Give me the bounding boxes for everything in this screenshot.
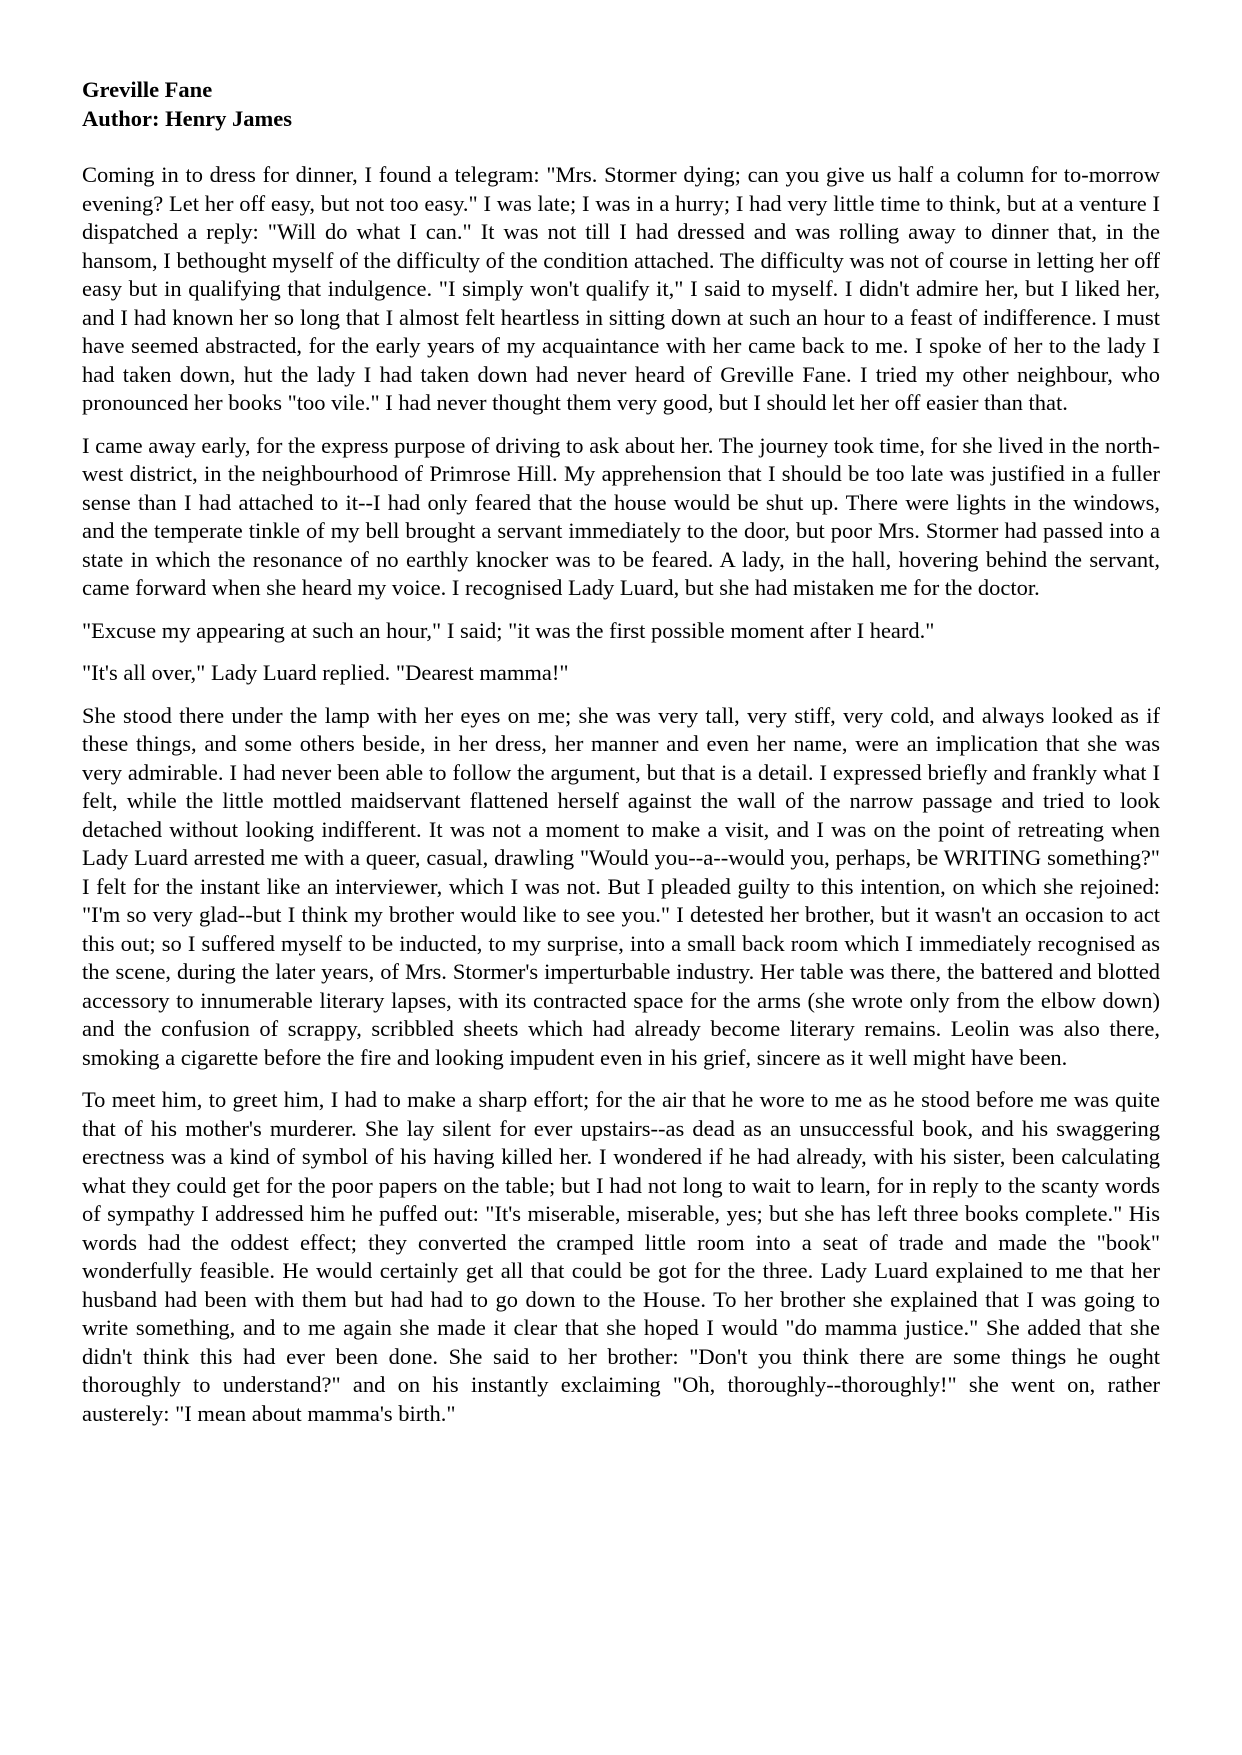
document-header: [82, 76, 1160, 133]
document-page: [82, 76, 1160, 1442]
paragraph-1: Coming in to dress for dinner, I found a telegram: "Mrs. Stormer dying; can you give us half a column for to-morrow evening? Let her off easy, but not too easy." I was late; I was in a hurry; I had very little time to think, but at a venture I dispatched a reply: "Will do what I can." It was not till I had dressed and was rolling away to dinner that, in the hansom, I bethought myself of the difficulty of the condition attached. The difficulty was not of course in letting her off easy but in qualifying that indulgence. "I simply won't qualify it," I said to myself. I didn't admire her, but I liked her, and I had known her so long that I almost felt heartless in sitting down at such an hour to a feast of indifference. I must have seemed abstracted, for the early years of my acquaintance with her came back to me. I spoke of her to the lady I had taken down, hut the lady I had taken down had never heard of Greville Fane. I tried my other neighbour, who pronounced her books "too vile." I had never thought them very good, but I should let her off easier than that.: [82, 162, 1160, 415]
paragraph-6: To meet him, to greet him, I had to make a sharp effort; for the air that he wore to me as he stood before me was quite that of his mother's murderer. She lay silent for ever upstairs--as dead as an unsuccessful book, and his swaggering erectness was a kind of symbol of his having killed her. I wondered if he had already, with his sister, been calculating what they could get for the poor papers on the table; but I had not long to wait to learn, for in reply to the scanty words of sympathy I addressed him he puffed out: "It's miserable, miserable, yes; but she has left three books complete." His words had the oddest effect; they converted the cramped little room into a seat of trade and made the "book" wonderfully feasible. He would certainly get all that could be got for the three. Lady Luard explained to me that her husband had been with them but had had to go down to the House. To her brother she explained that I was going to write something, and to me again she made it clear that she hoped I would "do mamma justice." She added that she didn't think this had ever been done. She said to her brother: "Don't you think there are some things he ought thoroughly to understand?" and on his instantly exclaiming "Oh, thoroughly--thoroughly!" she went on, rather austerely: "I mean about mamma's birth.": [82, 1087, 1160, 1426]
paragraph-2: I came away early, for the express purpose of driving to ask about her. The journey took time, for she lived in the north-west district, in the neighbourhood of Primrose Hill. My apprehension that I should be too late was justified in a fuller sense than I had attached to it--I had only feared that the house would be shut up. There were lights in the windows, and the temperate tinkle of my bell brought a servant immediately to the door, but poor Mrs. Stormer had passed into a state in which the resonance of no earthly knocker was to be feared. A lady, in the hall, hovering behind the servant, came forward when she heard my voice. I recognised Lady Luard, but she had mistaken me for the doctor.: [82, 432, 1160, 600]
document-title: Greville Fane: [82, 77, 213, 102]
paragraph-4: "It's all over," Lady Luard replied. "Dearest mamma!": [82, 660, 569, 685]
document-author: Author: Henry James: [82, 105, 292, 131]
paragraph-3: "Excuse my appearing at such an hour," I said; "it was the first possible moment after I heard.": [82, 617, 935, 643]
paragraph-5: She stood there under the lamp with her eyes on me; she was very tall, very stiff, very cold, and always looked as if these things, and some others beside, in her dress, her manner and even her name, were an implication that she was very admirable. I had never been able to follow the argument, but that is a detail. I expressed briefly and frankly what I felt, while the little mottled maidservant flattened herself against the wall of the narrow passage and tried to look detached without looking indifferent. It was not a moment to make a visit, and I was on the point of retreating when Lady Luard arrested me with a queer, casual, drawling "Would you--a--would you, perhaps, be WRITING something?" I felt for the instant like an interviewer, which I was not. But I pleaded guilty to this intention, on which she rejoined: "I'm so very glad--but I think my brother would like to see you." I detested her brother, but it wasn't an occasion to act this out; so I suffered myself to be inducted, to my surprise, into a small back room which I immediately recognised as the scene, during the later years, of Mrs. Stormer's imperturbable industry. Her table was there, the battered and blotted accessory to innumerable literary lapses, with its contracted space for the arms (she wrote only from the elbow down) and the confusion of scrappy, scribbled sheets which had already become literary remains. Leolin was also there, smoking a cigarette before the fire and looking impudent even in his grief, sincere as it well might have been.: [82, 702, 1160, 1070]
